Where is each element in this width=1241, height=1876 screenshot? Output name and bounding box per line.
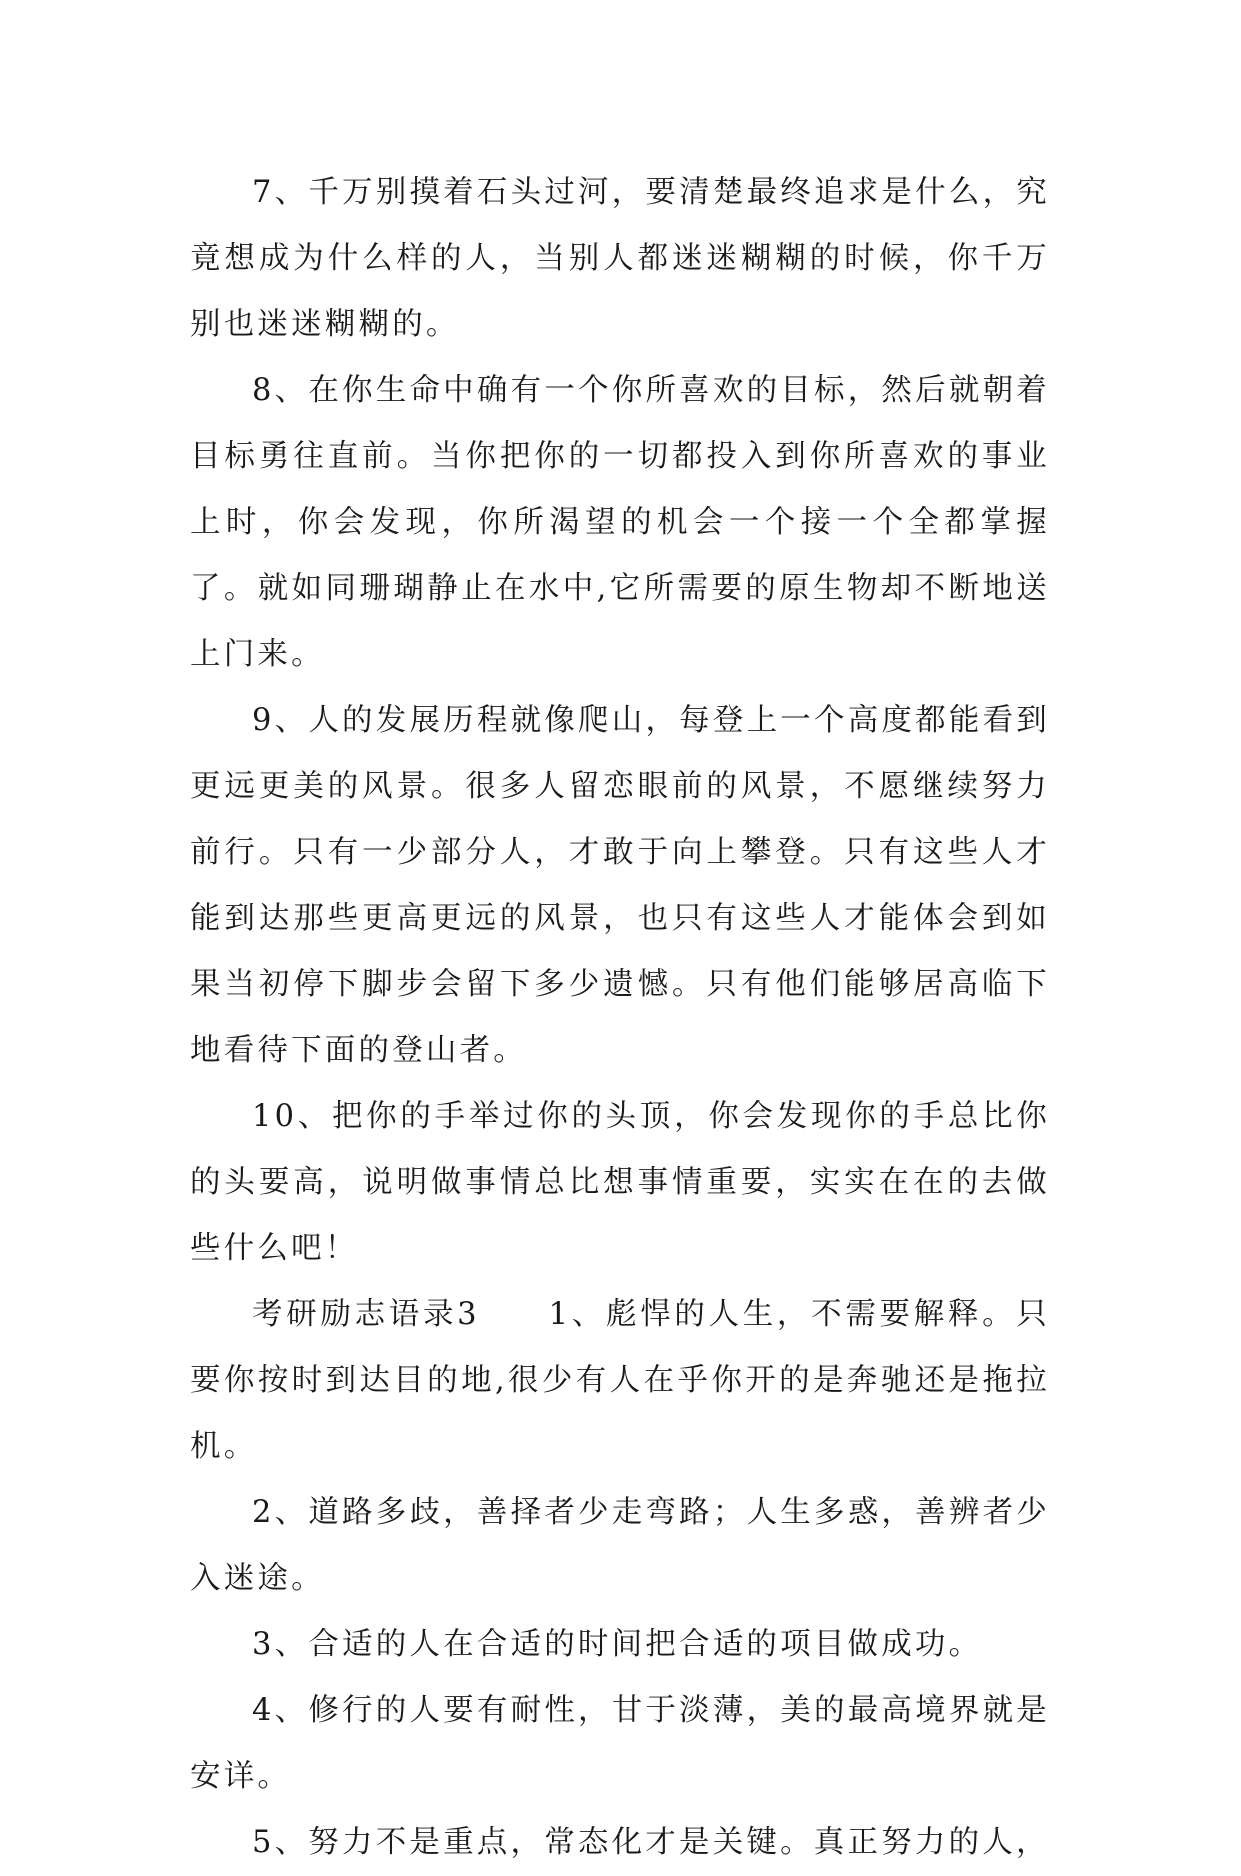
document-body: [190, 160, 1050, 1876]
paragraph-section-3-quote-4: 4、修行的人要有耐性，甘于淡薄，美的最高境界就是安详。: [190, 1693, 1050, 1794]
paragraph-quote-10: 10、把你的手举过你的头顶，你会发现你的手总比你的头要高，说明做事情总比想事情重要，实实在在的去做些什么吧！: [190, 1099, 1050, 1266]
paragraph-quote-8: 8、在你生命中确有一个你所喜欢的目标，然后就朝着目标勇往直前。当你把你的一切都投入到你所喜欢的事业上时，你会发现，你所渴望的机会一个接一个全都掌握了。就如同珊瑚静止在水中,它所需要的原生物却不断地送上门来。: [190, 373, 1050, 672]
paragraph-section-3-quote-3: 3、合适的人在合适的时间把合适的项目做成功。: [252, 1627, 983, 1662]
paragraph-quote-7: 7、千万别摸着石头过河，要清楚最终追求是什么，究竟想成为什么样的人，当别人都迷迷糊糊的时候，你千万别也迷迷糊糊的。: [190, 175, 1050, 342]
paragraph-section-3-quote-1: 考研励志语录3 1、彪悍的人生，不需要解释。只要你按时到达目的地,很少有人在乎你开的是奔驰还是拖拉机。: [190, 1297, 1050, 1464]
paragraph-section-3-quote-5: 5、努力不是重点，常态化才是关键。真正努力的人，: [252, 1825, 1050, 1860]
paragraph-section-3-quote-2: 2、道路多歧，善择者少走弯路；人生多惑，善辨者少入迷途。: [190, 1495, 1050, 1596]
paragraph-quote-9: 9、人的发展历程就像爬山，每登上一个高度都能看到更远更美的风景。很多人留恋眼前的风景，不愿继续努力前行。只有一少部分人，才敢于向上攀登。只有这些人才能到达那些更高更远的风景，也只有这些人才能体会到如果当初停下脚步会留下多少遗憾。只有他们能够居高临下地看待下面的登山者。: [190, 703, 1050, 1068]
